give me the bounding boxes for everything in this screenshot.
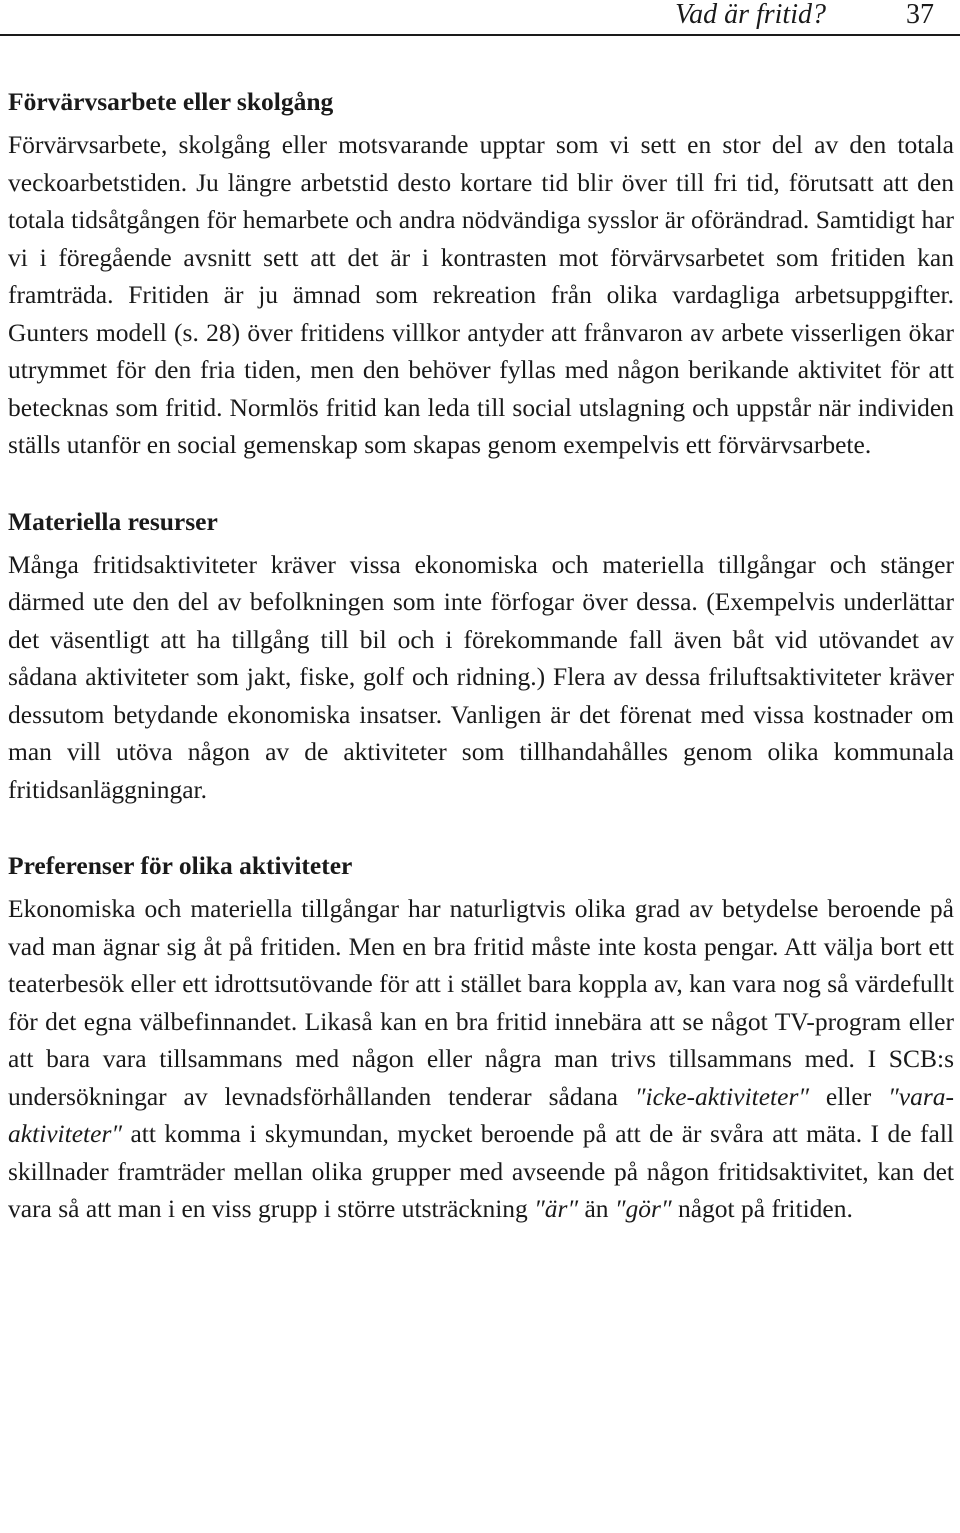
section-materiella-resurser xyxy=(8,504,954,809)
running-title: Vad är fritid? xyxy=(675,0,826,30)
italic-term: ″vara-aktiviteter″ xyxy=(8,1081,954,1148)
page-number: 37 xyxy=(906,0,934,30)
page-body xyxy=(8,84,954,1228)
section-heading: Preferenser för olika aktiviteter xyxy=(8,851,353,880)
section-heading: Förvärvsarbete eller skolgång xyxy=(8,87,334,116)
text-run: eller xyxy=(809,1081,889,1111)
section-paragraph xyxy=(8,890,954,1228)
italic-term: ″icke-aktiviteter″ xyxy=(634,1081,810,1111)
section-paragraph: Förvärvsarbete, skolgång eller motsvarande upptar som vi sett en stor del av den totala veckoarbetstiden. Ju längre arbetstid desto kortare tid blir över till fri tid, förutsatt att den totala tidsåtgången för hemarbete och andra nödvändiga sysslor är oförändrad. Samtidigt har vi i föregående avsnitt sett att det är i kontrasten mot förvärvsarbetet som fritiden kan framträda. Fritiden är ju ämnad som rekreation från olika vardagliga arbetsuppgifter. Gunters modell (s. 28) över fritidens villkor antyder att frånvaron av arbete visserligen ökar utrymmet för den fria tiden, men den behöver fyllas med någon berikande aktivitet för att betecknas som fritid. Normlös fritid kan leda till social utslagning och uppstår när individen ställs utanför en social gemenskap som skapas genom exempelvis ett förvärvsarbete. xyxy=(8,130,954,459)
section-preferenser xyxy=(8,848,954,1228)
text-run: att komma i skymundan, mycket beroende på att de är svåra att mäta. I de fall skillnader framträder mellan olika grupper med avseende på någon fritidsaktivitet, kan det vara så att man i en viss grupp i större utsträckning xyxy=(8,1119,954,1223)
section-forvarvsarbete xyxy=(8,84,954,464)
italic-term: ″gör″ xyxy=(614,1194,672,1223)
text-run: något på fritiden. xyxy=(671,1194,853,1223)
text-run: än xyxy=(578,1194,615,1223)
header-rule xyxy=(0,34,960,36)
text-run: Ekonomiska och materiella tillgångar har naturligtvis olika grad av betydelse beroende på vad man ägnar sig åt på fritiden. Men en bra fritid måste inte kosta pengar. Att välja bort ett teaterbesök eller ett idrottsutövande för att i stället bara koppla av, kan vara nog så värdefullt för det egna välbefinnandet. Likaså kan en bra fritid innebära att se något TV-program eller att bara vara tillsammans med någon eller några man trivs tillsammans med. I SCB:s undersökningar av levnadsförhållanden tenderar sådana xyxy=(8,894,954,1111)
italic-term: ″är″ xyxy=(534,1194,579,1223)
page-header xyxy=(0,0,960,36)
section-paragraph: Många fritidsaktiviteter kräver vissa ekonomiska och materiella tillgångar och stänger därmed ute den del av befolkningen som inte förfogar över dessa. (Exempelvis underlättar det väsentligt att ha tillgång till bil och i förekommande fall även båt vid utövandet av sådana aktiviteter som jakt, fiske, golf och ridning.) Flera av dessa friluftsaktiviteter kräver dessutom betydande ekonomiska insatser. Vanligen är det förenat med vissa kostnader om man vill utöva någon av de aktiviteter som tillhandahålles genom olika kommunala fritidsanläggningar. xyxy=(8,549,954,804)
section-heading: Materiella resurser xyxy=(8,506,218,536)
